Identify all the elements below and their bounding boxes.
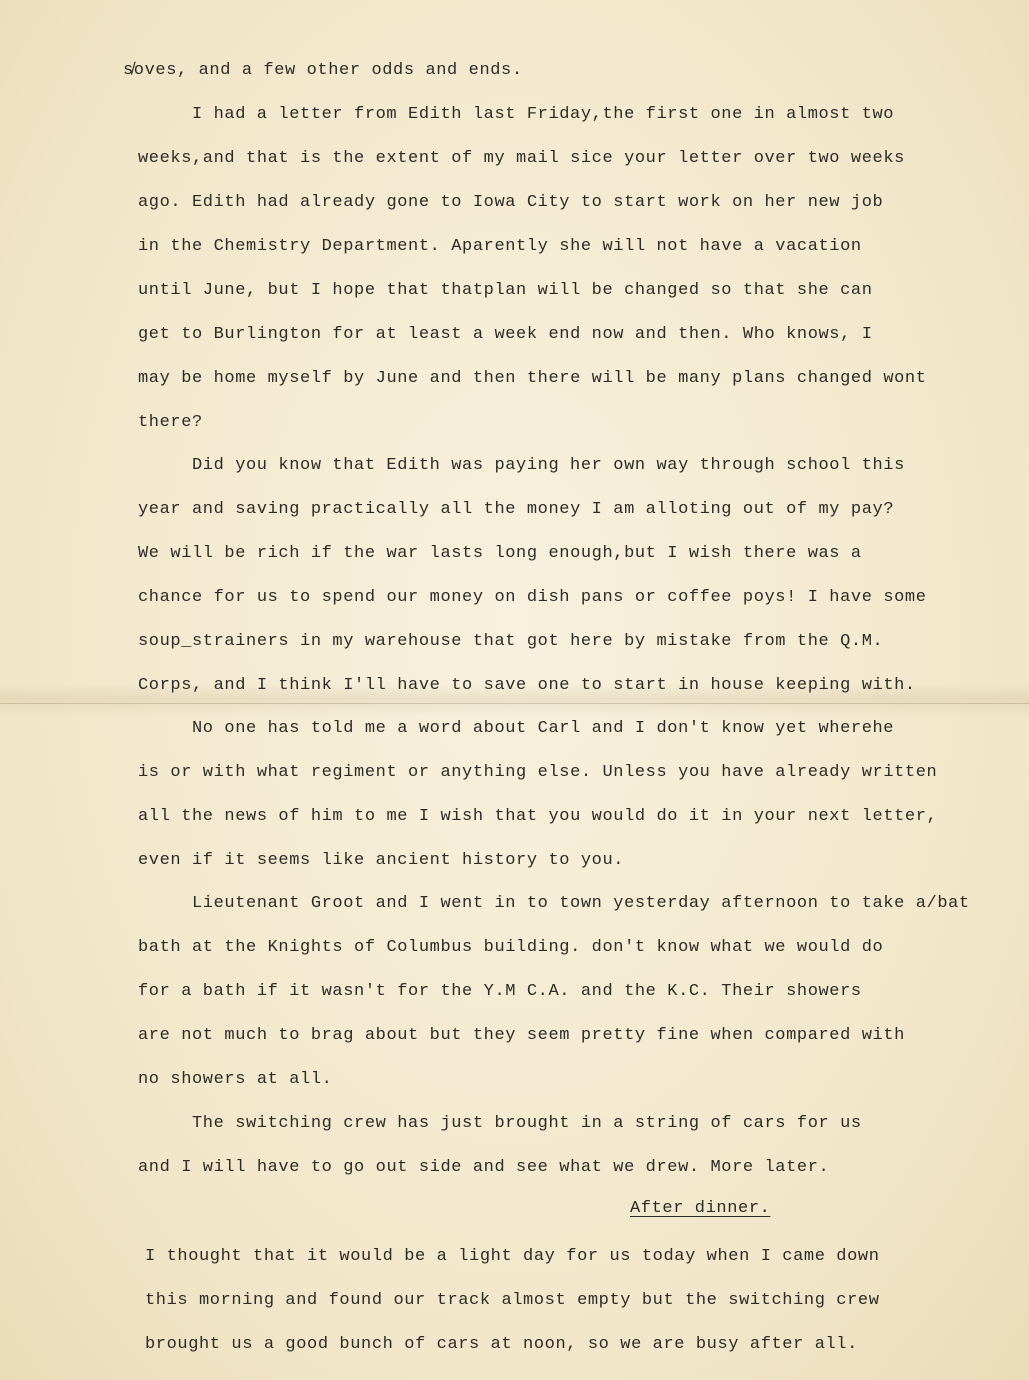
letter-line: Corps, and I think I'll have to save one to start in house keeping with.: [138, 676, 916, 695]
letter-line: may be home myself by June and then there will be many plans changed wont: [138, 369, 927, 388]
letter-line: We will be rich if the war lasts long enough,but I wish there was a: [138, 544, 862, 563]
letter-line: chance for us to spend our money on dish pans or coffee poys! I have some: [138, 588, 927, 607]
letter-line: even if it seems like ancient history to you.: [138, 851, 625, 870]
letter-line: get to Burlington for at least a week end now and then. Who knows, I: [138, 325, 873, 344]
letter-line: Lieutenant Groot and I went in to town yesterday afternoon to take a/bat: [192, 894, 970, 913]
letter-line: year and saving practically all the money I am alloting out of my pay?: [138, 500, 895, 519]
letter-line: for a bath if it wasn't for the Y.M C.A. and the K.C. Their showers: [138, 982, 862, 1001]
letter-line: ago. Edith had already gone to Iowa City to start work on her new job: [138, 193, 884, 212]
letter-line: soup_strainers in my warehouse that got here by mistake from the Q.M.: [138, 632, 884, 651]
letter-line: is or with what regiment or anything else. Unless you have already written: [138, 763, 938, 782]
letter-line: in the Chemistry Department. Aparently she will not have a vacation: [138, 237, 862, 256]
letter-line: and I will have to go out side and see what we drew. More later.: [138, 1158, 830, 1177]
letter-line: I thought that it would be a light day for us today when I came down: [145, 1247, 880, 1266]
letter-line: Did you know that Edith was paying her own way through school this: [192, 456, 905, 475]
letter-line: bath at the Knights of Columbus building. don't know what we would do: [138, 938, 884, 957]
letter-line: brought us a good bunch of cars at noon, so we are busy after all.: [145, 1335, 858, 1354]
letter-line: The switching crew has just brought in a string of cars for us: [192, 1114, 862, 1133]
letter-line: there?: [138, 413, 203, 432]
letter-line: I had a letter from Edith last Friday,the first one in almost two: [192, 105, 895, 124]
letter-line: are not much to brag about but they seem pretty fine when compared with: [138, 1026, 905, 1045]
letter-line: until June, but I hope that thatplan will be changed so that she can: [138, 281, 873, 300]
paper-fold: [0, 703, 1029, 704]
letter-line: No one has told me a word about Carl and I don't know yet wherehe: [192, 719, 895, 738]
letter-line: no showers at all.: [138, 1070, 333, 1089]
after-dinner-heading: After dinner.: [630, 1199, 771, 1218]
letter-line: weeks,and that is the extent of my mail sice your letter over two weeks: [138, 149, 905, 168]
letter-line: all the news of him to me I wish that you would do it in your next letter,: [138, 807, 938, 826]
letter-line: this morning and found our track almost empty but the switching crew: [145, 1291, 880, 1310]
letter-line: s̸oves, and a few other odds and ends.: [123, 61, 523, 80]
